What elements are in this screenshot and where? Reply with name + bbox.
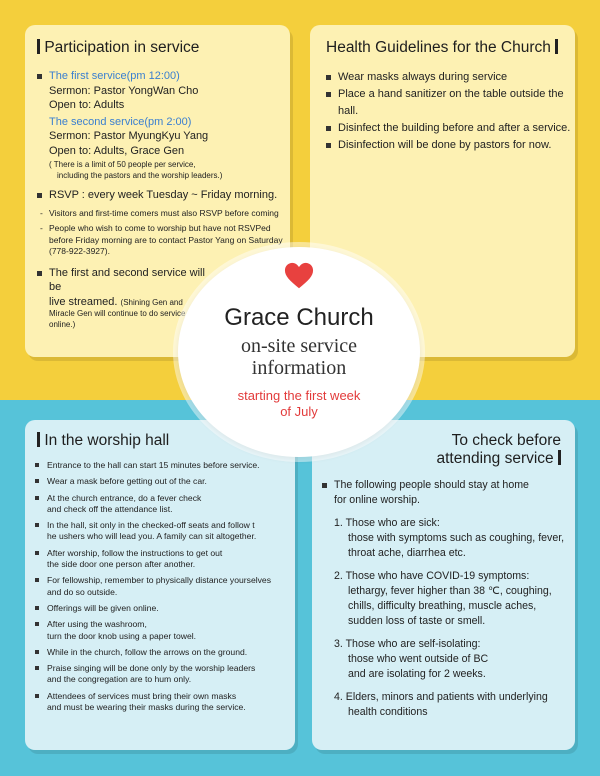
center-subtitle-line-2: information: [251, 357, 347, 379]
check-item-1: 1. Those who are sick: those with symptoms such as coughing, fever, throat ache, diarrhea etc.: [322, 516, 567, 561]
health-list: [326, 69, 571, 154]
stream-note-1: (Shining Gen and: [120, 297, 183, 307]
bullet-icon: [37, 193, 42, 198]
check-heading: [437, 432, 562, 468]
limit-note-2: including the pastors and the worship leaders.): [57, 170, 223, 180]
worship-hall-list: [35, 460, 291, 718]
bullet-icon: [35, 463, 39, 467]
bullet-icon: [35, 606, 39, 610]
list-item: For fellowship, remember to physically distance yourselves and do so outside.: [35, 575, 291, 598]
list-item: Disinfection will be done by pastors for now.: [326, 137, 571, 154]
heading-bar: [558, 450, 561, 465]
participation-heading: [37, 39, 199, 57]
check-item-2: 2. Those who have COVID-19 symptoms: lethargy, fever higher than 38 ℃, coughing, chills, difficulty breathing, muscle aches, sudden loss of taste or smell.: [322, 569, 567, 629]
list-item: Wear masks always during service: [326, 69, 571, 86]
bullet-icon: [35, 551, 39, 555]
bullet-icon: [35, 523, 39, 527]
stream-note-3: online.): [49, 319, 76, 329]
limit-note-1: ( There is a limit of 50 people per service,: [49, 160, 196, 169]
stream-line-2: live streamed.: [49, 295, 118, 308]
check-item-3: 3. Those who are self-isolating: those who went outside of BC and are isolating for 2 weeks.: [322, 637, 567, 682]
list-item: Entrance to the hall can start 15 minutes before service.: [35, 460, 291, 471]
list-item: Offerings will be given online.: [35, 603, 291, 614]
bullet-icon: [35, 694, 39, 698]
participation-title: Participation in service: [44, 39, 200, 56]
rsvp-note-2-line1: People who wish to come to worship but have not RSVPed: [49, 223, 271, 233]
check-content: [322, 478, 567, 720]
service-block: [37, 69, 285, 181]
rsvp-item: [37, 188, 285, 203]
check-card: [312, 420, 575, 750]
first-service-sermon: Sermon: Pastor YongWan Cho: [49, 84, 199, 97]
start-date-note: [178, 388, 420, 420]
check-item-head: 2. Those who have COVID-19 symptoms:: [334, 570, 530, 582]
bullet-icon: [37, 271, 42, 276]
bullet-icon: [35, 578, 39, 582]
check-intro: [322, 478, 567, 508]
rsvp-note-1: - Visitors and first-time comers must also RSVP before coming: [40, 207, 279, 218]
list-item: After using the washroom, turn the door knob using a paper towel.: [35, 619, 291, 642]
center-subtitle: [178, 335, 420, 379]
bullet-icon: [35, 496, 39, 500]
bullet-icon: [35, 479, 39, 483]
rsvp-note-2-line2: before Friday morning are to contact Pastor Yang on Saturday: [49, 234, 283, 245]
start-date-line-2: of July: [280, 404, 318, 419]
health-heading: [326, 39, 558, 57]
bullet-icon: [326, 75, 331, 80]
worship-hall-heading: [37, 432, 169, 450]
check-item-head: 3. Those who are self-isolating:: [334, 638, 481, 650]
check-title-line-1: To check before: [451, 432, 561, 449]
check-intro-line-1: The following people should stay at home: [334, 479, 529, 491]
check-item-4: 4. Elders, minors and patients with underlying health conditions: [322, 690, 567, 720]
rsvp-note-2-line3: (778-922-3927).: [49, 246, 110, 256]
check-title-line-2: attending service: [436, 450, 554, 467]
title-circle: [178, 247, 420, 457]
bullet-icon: [37, 74, 42, 79]
second-service-open: Open to: Adults, Grace Gen: [49, 144, 185, 157]
worship-hall-title: In the worship hall: [44, 432, 170, 449]
start-date-line-1: starting the first week: [237, 388, 361, 403]
list-item: In the hall, sit only in the checked-off seats and follow t he ushers who will lead you. A family can sit altogether.: [35, 520, 291, 543]
check-intro-line-2: for online worship.: [334, 494, 420, 506]
heading-bar: [555, 39, 558, 54]
bullet-icon: [35, 622, 39, 626]
second-service-sermon: Sermon: Pastor MyungKyu Yang: [49, 130, 209, 142]
health-title: Health Guidelines for the Church: [326, 39, 551, 56]
list-item: Attendees of services must bring their own masks and must be wearing their masks during the service.: [35, 691, 291, 714]
second-service-title: The second service(pm 2:00): [49, 115, 192, 128]
rsvp-text: RSVP : every week Tuesday ~ Friday morning.: [49, 189, 278, 201]
church-name: Grace Church: [224, 304, 374, 331]
heading-bar: [37, 39, 40, 54]
bullet-icon: [326, 126, 331, 131]
bullet-icon: [322, 483, 327, 488]
list-item: At the church entrance, do a fever check and check off the attendance list.: [35, 493, 291, 516]
rsvp-note-1-text: Visitors and first-time comers must also RSVP before coming: [49, 207, 279, 218]
check-item-head: 1. Those who are sick:: [334, 517, 440, 529]
list-item: Wear a mask before getting out of the car.: [35, 476, 291, 487]
center-subtitle-line-1: on-site service: [240, 335, 358, 357]
list-item: Disinfect the building before and after a service.: [326, 120, 571, 137]
list-item: While in the church, follow the arrows on the ground.: [35, 647, 291, 658]
bullet-icon: [326, 92, 331, 97]
first-service-open: Open to: Adults: [49, 99, 125, 111]
stream-line-1: The first and second service will be: [49, 266, 205, 293]
bullet-icon: [35, 650, 39, 654]
list-item: After worship, follow the instructions to get out the side door one person after another.: [35, 548, 291, 571]
list-item: Praise singing will be done only by the worship leaders and the congregation are to hum only.: [35, 663, 291, 686]
rsvp-note-2: - People who wish to come to worship but have not RSVPed before Friday morning are to contact Pastor Yang on Saturday (778-922-3927).: [37, 223, 285, 258]
stream-note-2: Miracle Gen will continue to do service: [49, 309, 186, 318]
bullet-icon: [35, 666, 39, 670]
bullet-icon: [326, 143, 331, 148]
heart-icon: [284, 261, 314, 291]
worship-hall-card: [25, 420, 295, 750]
check-item-head: 4. Elders, minors and patients with underlying: [334, 691, 548, 703]
list-item: Place a hand sanitizer on the table outside the hall.: [326, 86, 571, 120]
heading-bar: [37, 432, 40, 447]
first-service-title: The first service(pm 12:00): [49, 70, 180, 82]
